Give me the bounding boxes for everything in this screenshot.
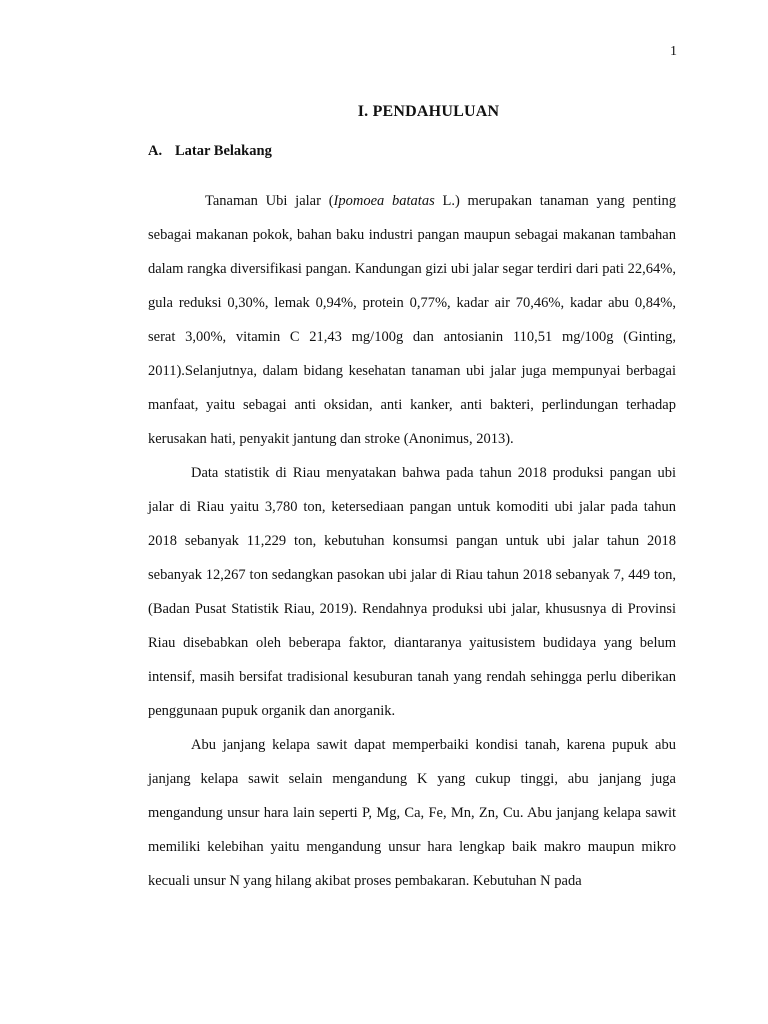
paragraph-2: Data statistik di Riau menyatakan bahwa pada tahun 2018 produksi pangan ubi jalar di Riau yaitu 3,780 ton, ketersediaan pangan untuk komoditi ubi jalar pada tahun 2018 sebanyak 11,229 ton, kebutuhan konsumsi pangan untuk ubi jalar tahun 2018 sebanyak 12,267 ton sedangkan pasokan ubi jalar di Riau tahun 2018 sebanyak 7, 449 ton, (Badan Pusat Statistik Riau, 2019). Rendahnya produksi ubi jalar, khususnya di Provinsi Riau disebabkan oleh beberapa faktor, diantaranya yaitusistem budidaya yang belum intensif, masih bersifat tradisional kesuburan tanah yang rendah sehingga perlu diberikan penggunaan pupuk organik dan anorganik. xyxy=(148,465,676,719)
paragraph-1 xyxy=(148,184,676,456)
paragraph-1-lead: Tanaman Ubi jalar ( xyxy=(205,193,334,209)
chapter-title: I. PENDAHULUAN xyxy=(357,103,500,120)
paragraph-3: Abu janjang kelapa sawit dapat memperbaiki kondisi tanah, karena pupuk abu janjang kelapa sawit selain mengandung K yang cukup tinggi, abu janjang juga mengandung unsur hara lain seperti P, Mg, Ca, Fe, Mn, Zn, Cu. Abu janjang kelapa sawit memiliki kelebihan yaitu mengandung unsur hara lengkap baik makro maupun mikro kecuali unsur N yang hilang akibat proses pembakaran. Kebutuhan N pada xyxy=(148,737,676,889)
section-letter: A. xyxy=(148,143,163,159)
paragraph-1-body: L.) merupakan tanaman yang penting sebagai makanan pokok, bahan baku industri pangan maupun sebagai makanan tambahan dalam rangka diversifikasi pangan. Kandungan gizi ubi jalar segar terdiri dari pati 22,64%, gula reduksi 0,30%, lemak 0,94%, protein 0,77%, kadar air 70,46%, kadar abu 0,84%, serat 3,00%, vitamin C 21,43 mg/100g dan antosianin 110,51 mg/100g (Ginting, 2011).Selanjutnya, dalam bidang kesehatan tanaman ubi jalar juga mempunyai berbagai manfaat, yaitu sebagai anti oksidan, anti kanker, anti bakteri, perlindungan terhadap kerusakan hati, penyakit jantung dan stroke (Anonimus, 2013). xyxy=(148,193,676,447)
scientific-name: Ipomoea batatas xyxy=(333,193,435,209)
section-title: Latar Belakang xyxy=(175,143,272,159)
section-heading xyxy=(148,143,272,160)
body-text xyxy=(148,184,676,898)
page-number: 1 xyxy=(670,44,677,59)
